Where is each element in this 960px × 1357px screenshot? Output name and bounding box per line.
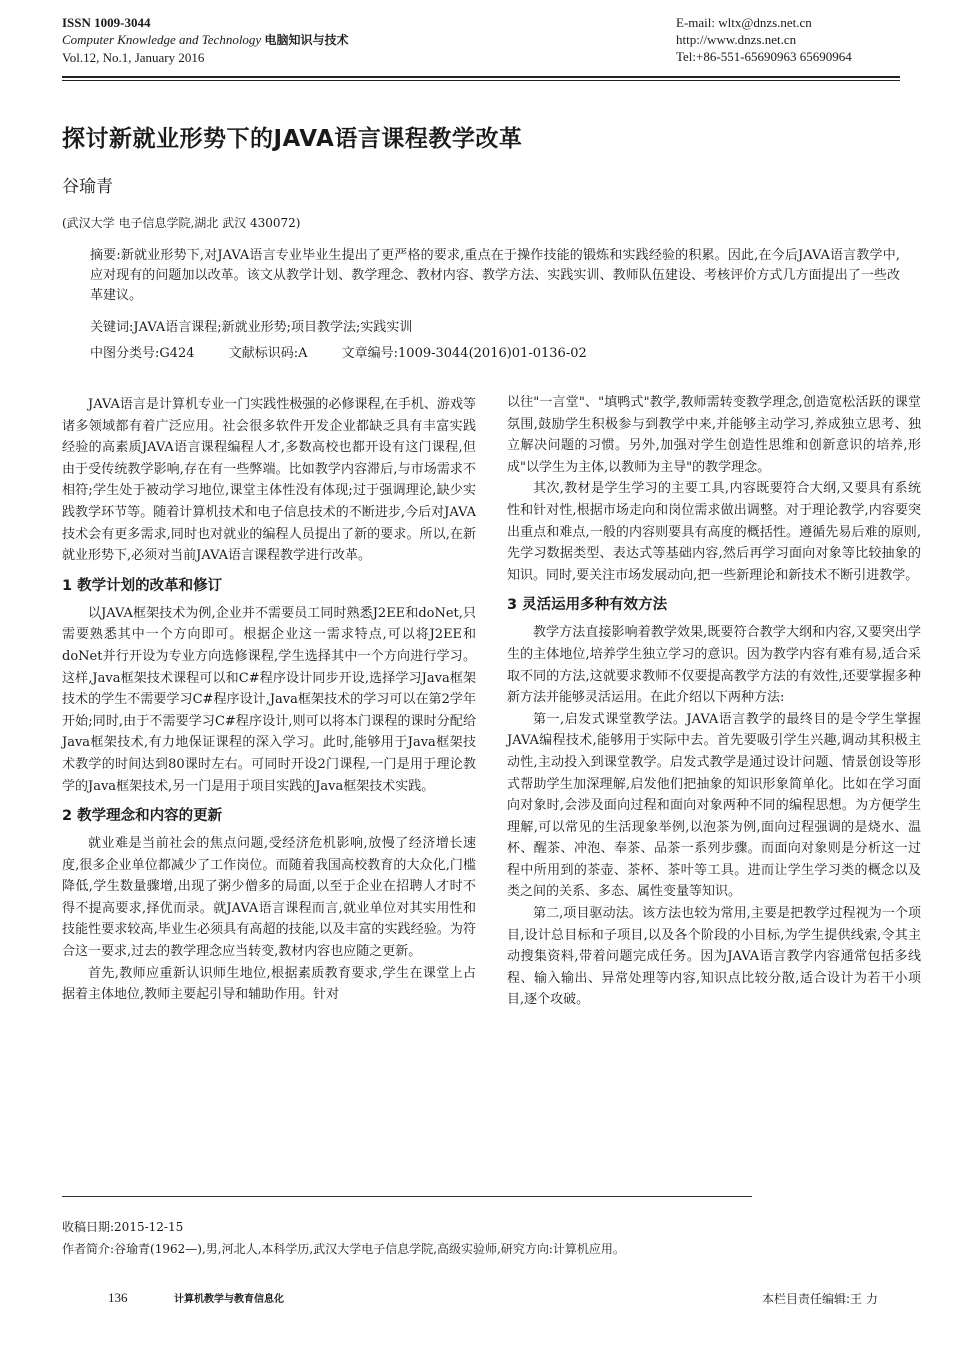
right-column: [507, 392, 921, 1011]
header-rule: [62, 76, 900, 78]
volume-info: Vol.12, No.1, January 2016: [62, 50, 205, 65]
body-paragraph: 第一,启发式课堂教学法。JAVA语言教学的最终目的是令学生掌握JAVA编程技术,能够用于实际中去。首先要吸引学生兴趣,调动其积极主动性,主动投入到课堂教学。启发式教学是通过设计问题、情景创设等形式帮助学生加深理解,启发他们把抽象的知识形象简单化。比如在学习面向对象时,会涉及面向过程和面向对象两种不同的编程思想。为方便学生理解,可以常见的生活现象举例,以泡茶为例,面向过程强调的是烧水、温杯、醒茶、冲泡、奉茶、品茶一系列步骤。而面向对象则是分析这一过程中所用到的茶壶、茶杯、茶叶等工具。进而让学生学习类的概念以及类之间的关系、多态、属性变量等知识。: [507, 711, 921, 900]
telephone: Tel:+86-551-65690963 65690964: [676, 49, 852, 64]
document-code: 文献标识码:A: [228, 346, 308, 361]
body-paragraph: 以往"一言堂"、"填鸭式"教学,教师需转变教学理念,创造宽松活跃的课堂氛围,鼓励学生积极参与到教学中来,并能够主动学习,养成独立思考、独立解决问题的习惯。另外,加强对学生创造性思维和创新意识的培养,形成"以学生为主体,以教师为主导"的教学理念。: [507, 395, 921, 475]
running-header-left: [62, 14, 482, 66]
abstract: 摘要:新就业形势下,对JAVA语言专业毕业生提出了更严格的要求,重点在于操作技能的锻炼和实践经验的积累。因此,在今后JAVA语言教学中,应对现有的问题加以改革。该文从教学计划、教学理念、教材内容、教学方法、实践实训、教师队伍建设、考核评价方式几方面提出了一些改革建议。: [90, 248, 900, 303]
author-bio: 作者简介:谷瑜青(1962—),男,河北人,本科学历,武汉大学电子信息学院,高级实验师,研究方向:计算机应用。: [62, 1242, 625, 1256]
article-title: 探讨新就业形势下的JAVA语言课程教学改革: [62, 126, 523, 152]
page-footer: [62, 1290, 902, 1314]
footnote-rule: [62, 1196, 752, 1197]
affiliation: (武汉大学 电子信息学院,湖北 武汉 430072): [62, 216, 301, 230]
body-paragraph: 首先,教师应重新认识师生地位,根据素质教育要求,学生在课堂上占据着主体地位,教师主要起引导和辅助作用。针对: [62, 965, 476, 1003]
received-date: 收稿日期:2015-12-15: [62, 1220, 184, 1234]
journal-name: Computer Knowledge and Technology 电脑知识与技术: [62, 32, 349, 47]
email: E-mail: wltx@dnzs.net.cn: [676, 15, 812, 30]
section-heading-2: 2 教学理念和内容的更新: [62, 808, 223, 825]
body-paragraph: 就业难是当前社会的焦点问题,受经济危机影响,放慢了经济增长速度,很多企业单位都减少了工作岗位。而随着我国高校教育的大众化,门槛降低,学生数量骤增,出现了粥少僧多的局面,以至于企业在招聘人才时不得不提高要求,择优而录。就JAVA语言课程而言,就业单位对其实用性和技能性要求较高,毕业生必须具有高超的技能,以及丰富的实践经验。为符合这一要求,过去的教学理念应当转变,教材内容也应随之更新。: [62, 836, 476, 960]
clc-number: 中图分类号:G424: [90, 346, 195, 361]
body-paragraph: 第二,项目驱动法。该方法也较为常用,主要是把教学过程视为一个项目,设计总目标和子项目,以及各个阶段的小目标,为学生提供线索,令其主动搜集资料,带着问题完成任务。因为JAVA语言教学内容通常包括多线程、输入输出、异常处理等内容,知识点比较分散,适合设计为若干小项目,逐个攻破。: [507, 906, 921, 1008]
article-metadata: [90, 344, 900, 364]
website-url: http://www.dnzs.net.cn: [676, 32, 797, 47]
author-name: 谷瑜青: [62, 177, 113, 197]
body-paragraph: 其次,教材是学生学习的主要工具,内容既要符合大纲,又要具有系统性和针对性,根据市场走向和岗位需求做出调整。对于理论教学,内容要突出重点和难点,一般的内容则要具有高度的概括性。遵循先易后难的原则,先学习数据类型、表达式等基础内容,然后再学习面向对象等比较抽象的知识。同时,要关注市场发展动向,把一些新理论和新技术不断引进教学。: [507, 481, 921, 583]
body-paragraph: 以JAVA框架技术为例,企业并不需要员工同时熟悉J2EE和doNet,只需要熟悉其中一个方向即可。根据企业这一需求特点,可以将J2EE和doNet并行开设为专业方向选修课程,学生选择其中一个方向进行学习。这样,Java框架技术课程可以和C#程序设计同步开设,选择学习Java框架技术的学生不需要学习C#程序设计,Java框架技术的学习可以在第2学年开始;同时,由于不需要学习C#程序设计,则可以将本门课程的课时分配给Java框架技术,有力地保证课程的深入学习。此时,能够用于Java框架技术教学的时间达到80课时左右。可同时开设2门课程,一门是用于理论教学的Java框架技术,另一门是用于项目实践的Java框架技术实践。: [62, 605, 476, 794]
page-number: 136: [108, 1290, 128, 1305]
body-paragraph: 教学方法直接影响着教学效果,既要符合教学大纲和内容,又要突出学生的主体地位,培养学生独立学习的意识。因为教学内容有难有易,适合采取不同的方法,这就要求教师不仅要提高教学方法的有效性,还要掌握多种新方法并能够灵活运用。在此介绍以下两种方法:: [507, 625, 921, 706]
footer-journal-name: 计算机教学与教育信息化: [174, 1294, 284, 1305]
keywords: 关键词:JAVA语言课程;新就业形势;项目教学法;实践实训: [90, 320, 413, 335]
section-heading-3: 3 灵活运用多种有效方法: [507, 597, 668, 614]
footnotes: [62, 1216, 902, 1260]
section-editor: 本栏目责任编辑:王 力: [762, 1292, 878, 1306]
running-header-right: [676, 14, 916, 65]
intro-paragraph: JAVA语言是计算机专业一门实践性极强的必修课程,在手机、游戏等诸多领域都有着广泛应用。社会很多软件开发企业都缺乏具有丰富实践经验的高素质JAVA语言课程编程人才,多数高校也都开设有这门课程,但由于受传统教学影响,存在有一些弊端。比如教学内容滞后,与市场需求不相符;学生处于被动学习地位,课堂主体性没有体现;过于强调理论,缺少实践教学环节等。随着计算机技术和电子信息技术的不断进步,今后对JAVA技术会有更多需求,同时也对就业的编程人员提出了新的要求。所以,在新就业形势下,必须对当前JAVA语言课程教学进行改革。: [62, 397, 476, 564]
left-column: [62, 394, 476, 1006]
header-rule-thin: [62, 80, 900, 81]
issn: ISSN 1009-3044: [62, 15, 151, 30]
article-number: 文章编号:1009-3044(2016)01-0136-02: [341, 346, 587, 361]
section-heading-1: 1 教学计划的改革和修订: [62, 577, 223, 594]
